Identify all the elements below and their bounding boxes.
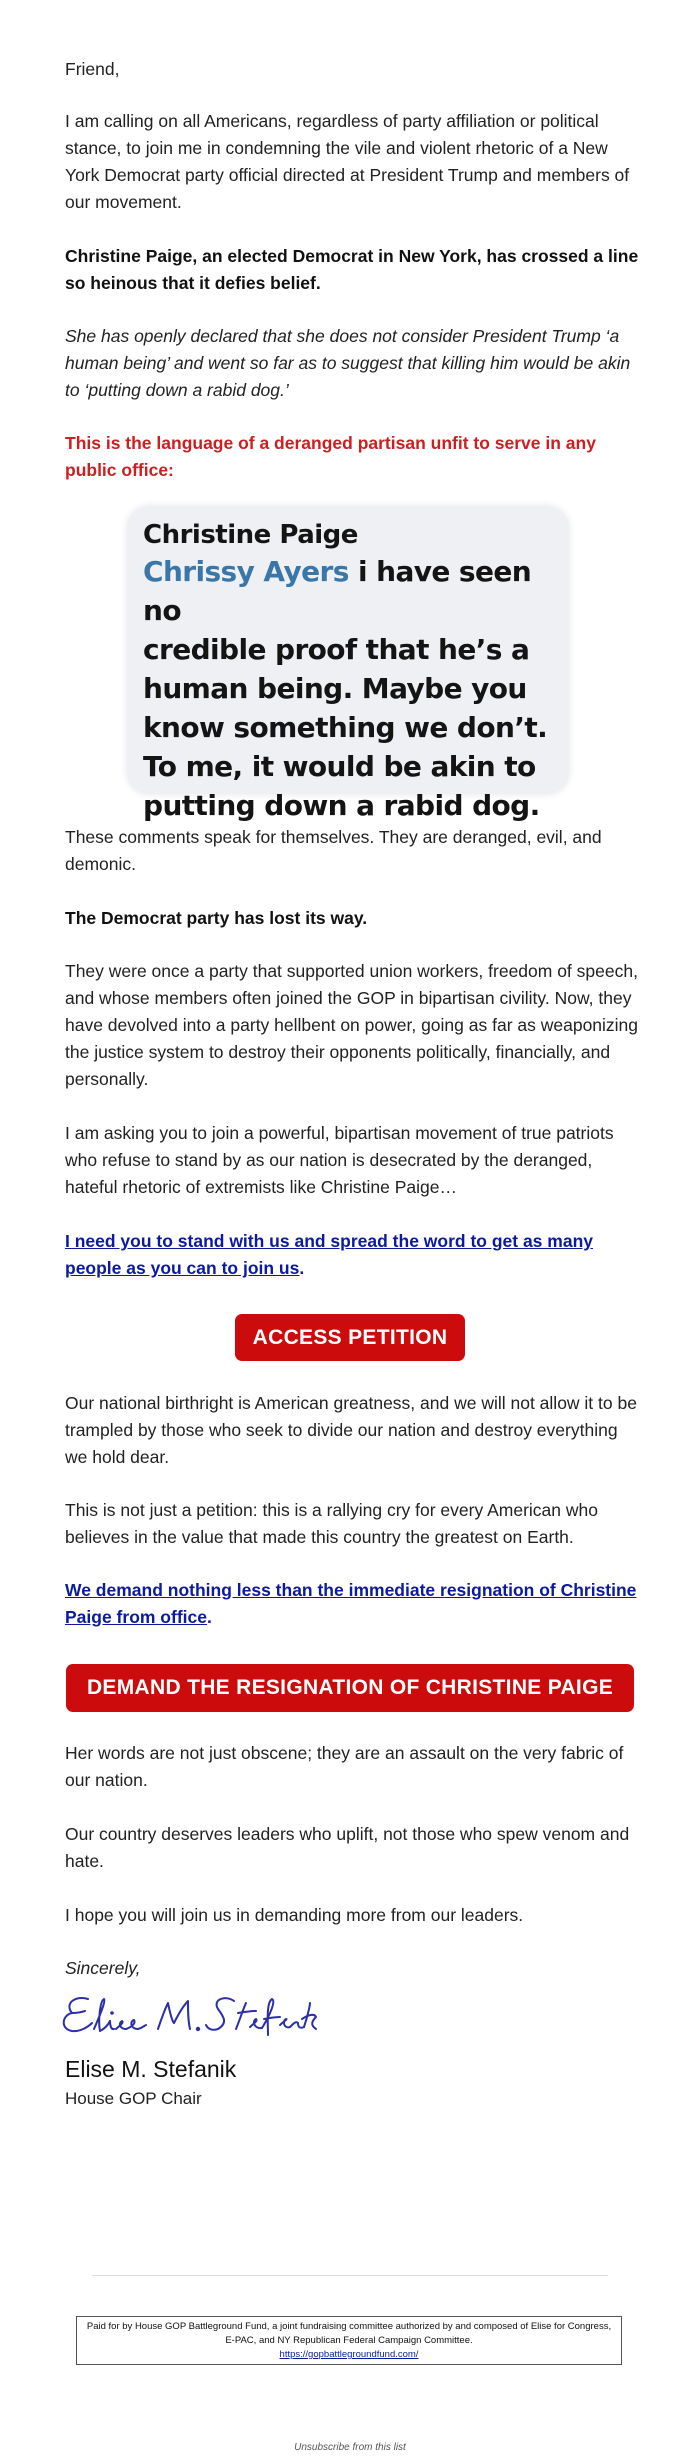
- post-line-4: know something we don’t.: [143, 711, 548, 744]
- post-line-3: human being. Maybe you: [143, 672, 527, 705]
- access-petition-button[interactable]: ACCESS PETITION: [235, 1314, 465, 1361]
- demand-period: .: [206, 1607, 212, 1627]
- social-post-screenshot: [127, 506, 569, 822]
- rallying-cry-paragraph: This is not just a petition: this is a rallying cry for every American who believes in the value that made this country the greatest on Earth.: [65, 1500, 598, 1547]
- hope-paragraph: I hope you will join us in demanding more from our leaders.: [65, 1905, 524, 1925]
- post-line-6: putting down a rabid dog.: [143, 789, 540, 822]
- post-line-2: credible proof that he’s a: [143, 633, 530, 666]
- post-line-1: i have seen no: [143, 555, 532, 627]
- obscene-paragraph: Her words are not just obscene; they are an assault on the very fabric of our nation.: [65, 1743, 624, 1790]
- greeting: Friend,: [65, 59, 120, 79]
- post-line-5: To me, it would be akin to: [143, 750, 536, 783]
- demand-line: [65, 1577, 640, 1631]
- sender-title: House GOP Chair: [65, 2089, 202, 2108]
- asking-paragraph: I am asking you to join a powerful, bipartisan movement of true patriots who refuse to stand by as our nation is desecrated by the deranged, hateful rhetoric of extremists like Christine Paige…: [65, 1123, 614, 1197]
- disclaimer-text: Paid for by House GOP Battleground Fund, a joint fundraising committee authorized by and composed of Elise for Congress, E-PAC, and NY Republican Federal Campaign Committee.: [86, 2321, 612, 2346]
- post-body: [143, 552, 563, 825]
- leaders-paragraph: Our country deserves leaders who uplift, not those who spew venom and hate.: [65, 1824, 630, 1871]
- party-lost-heading: The Democrat party has lost its way.: [65, 908, 368, 928]
- disclaimer-link[interactable]: https://gopbattlegroundfund.com/: [279, 2349, 419, 2360]
- stand-with-us-line: [65, 1228, 640, 1282]
- footer-divider: [92, 2275, 608, 2276]
- stand-period: .: [299, 1258, 305, 1278]
- stand-with-us-link[interactable]: I need you to stand with us and spread the word to get as many people as you can to join us: [65, 1231, 593, 1278]
- unsubscribe-link[interactable]: Unsubscribe from this list: [294, 2442, 406, 2453]
- birthright-paragraph: Our national birthright is American greatness, and we will not allow it to be trampled by those who seek to divide our nation and destroy everything we hold dear.: [65, 1393, 637, 1467]
- comments-paragraph: These comments speak for themselves. They are deranged, evil, and demonic.: [65, 827, 602, 874]
- post-mention: Chrissy Ayers: [143, 555, 349, 588]
- party-history-paragraph: They were once a party that supported union workers, freedom of speech, and whose members often joined the GOP in bipartisan civility. Now, they have devolved into a party hellbent on power, going as far as weaponizing the justice system to destroy their opponents politically, financially, and personally.: [65, 961, 639, 1089]
- handwritten-signature: [58, 1985, 318, 2045]
- paid-for-disclaimer: [76, 2316, 622, 2365]
- bold-statement: Christine Paige, an elected Democrat in New York, has crossed a line so heinous that it defies belief.: [65, 246, 639, 293]
- sender-name: Elise M. Stefanik: [65, 2056, 237, 2082]
- demand-resignation-link[interactable]: We demand nothing less than the immediate resignation of Christine Paige from office: [65, 1580, 637, 1627]
- closing-sincerely: Sincerely,: [65, 1958, 141, 1978]
- post-author: Christine Paige: [143, 520, 358, 550]
- red-statement: This is the language of a deranged partisan unfit to serve in any public office:: [65, 433, 596, 480]
- demand-resignation-button[interactable]: DEMAND THE RESIGNATION OF CHRISTINE PAIGE: [66, 1664, 634, 1712]
- intro-paragraph: I am calling on all Americans, regardless of party affiliation or political stance, to join me in condemning the vile and violent rhetoric of a New York Democrat party official directed at President Trump and members of our movement.: [65, 111, 630, 212]
- italic-quote: She has openly declared that she does not consider President Trump ‘a human being’ and went so far as to suggest that killing him would be akin to ‘putting down a rabid dog.’: [65, 326, 631, 400]
